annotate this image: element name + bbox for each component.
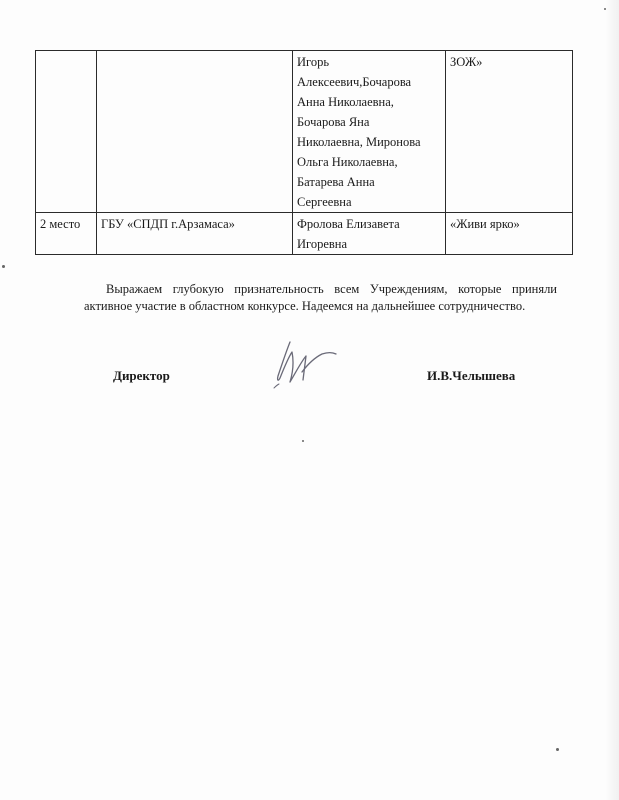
results-table <box>35 50 573 255</box>
scan-speck <box>2 265 5 268</box>
work-title-cell: ЗОЖ» <box>446 51 573 213</box>
work-title-cell: «Живи ярко» <box>446 213 573 255</box>
participant-line: Сергеевна <box>297 195 352 209</box>
participant-line: Игоревна <box>297 237 348 251</box>
place-cell <box>36 51 97 213</box>
table-row <box>36 51 573 213</box>
participant-line: Алексеевич,Бочарова <box>297 75 412 89</box>
organization-cell: ГБУ «СПДП г.Арзамаса» <box>97 213 293 255</box>
participants-cell <box>293 213 446 255</box>
handwritten-signature <box>268 338 340 390</box>
place-cell: 2 место <box>36 213 97 255</box>
participant-line: Бочарова Яна <box>297 115 370 129</box>
participant-line: Николаевна, Миронова <box>297 135 421 149</box>
organization-cell <box>97 51 293 213</box>
scan-speck <box>556 748 559 751</box>
scan-edge-shadow <box>605 0 619 800</box>
scan-speck <box>302 440 304 442</box>
closing-text: Выражаем глубокую признательность всем Учреждениям, которые приняли активное участие в областном конкурсе. Надеемся на дальнейшее сотрудничество. <box>84 281 557 313</box>
participant-line: Батарева Анна <box>297 175 375 189</box>
table-row <box>36 213 573 255</box>
participants-cell <box>293 51 446 213</box>
participant-line: Анна Николаевна, <box>297 95 394 109</box>
closing-paragraph <box>84 281 557 315</box>
participant-line: Игорь <box>297 55 330 69</box>
participant-line: Ольга Николаевна, <box>297 155 398 169</box>
signatory-name: И.В.Челышева <box>427 368 516 383</box>
scan-speck <box>604 8 606 10</box>
signatory-title: Директор <box>113 368 170 383</box>
participant-line: Фролова Елизавета <box>297 217 400 231</box>
